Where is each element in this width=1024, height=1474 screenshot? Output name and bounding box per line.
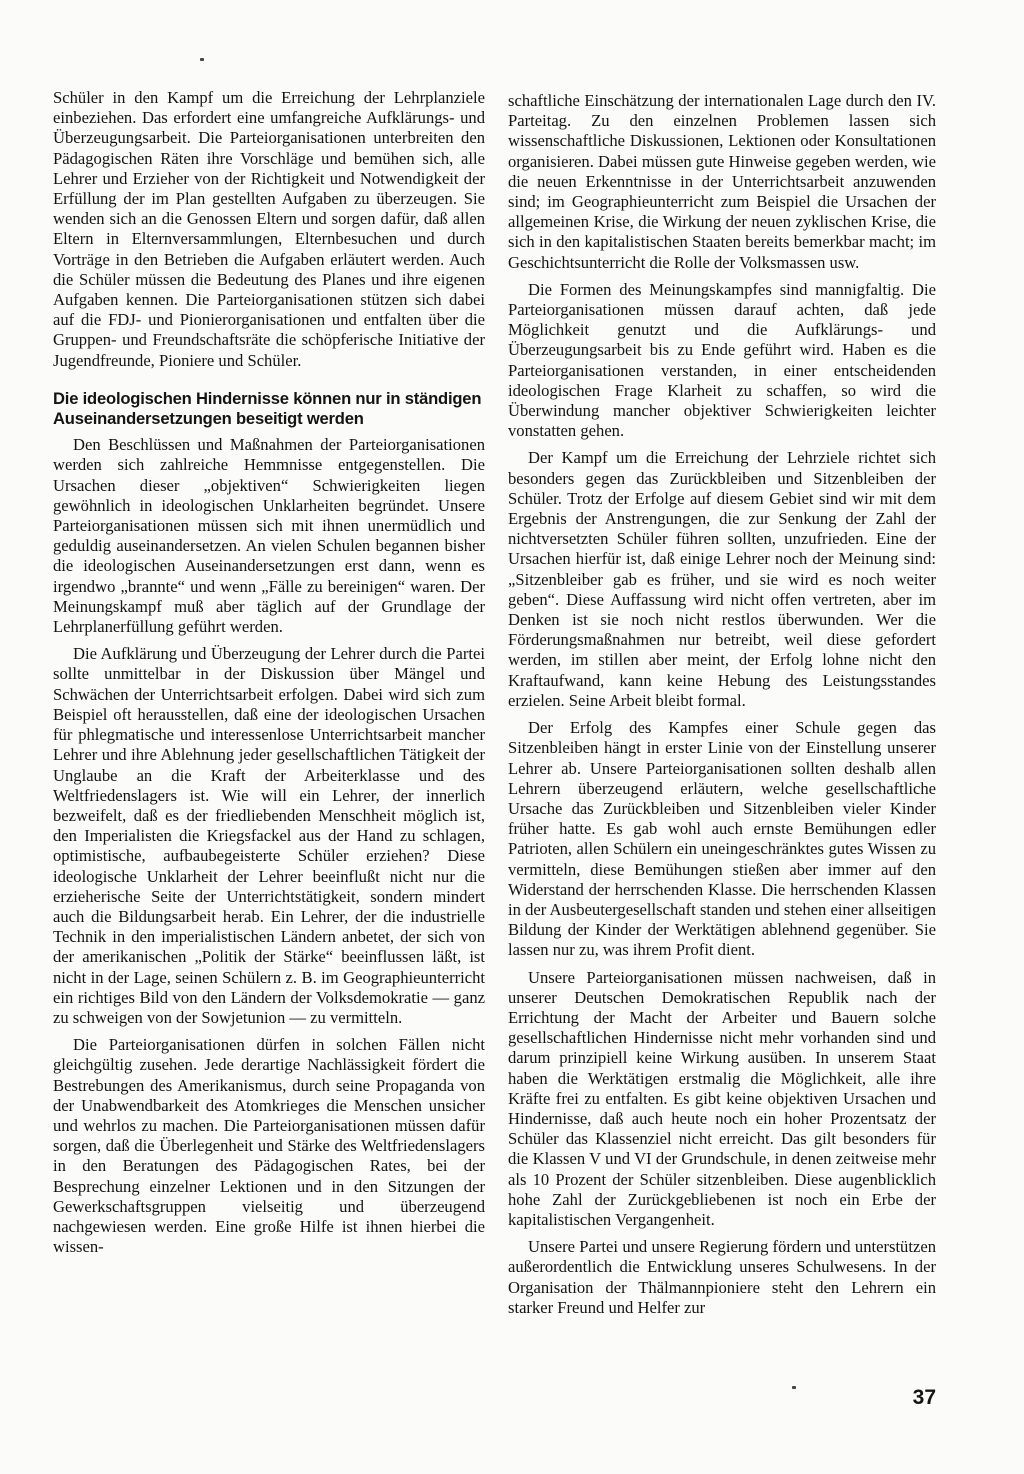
paragraph: Die Aufklärung und Überzeugung der Lehrer durch die Partei sollte unmittelbar in der Diskussion über Mängel und Schwächen der Unterrichtsarbeit erfolgen. Dabei wird sich zum Beispiel oft herausstellen, daß eine der ideologischen Ursachen für phlegmatische und interessenlose Unterrichtsarbeit mancher Lehrer und ihre Ablehnung jeder gesellschaftlichen Tätigkeit der Unglaube an die Kraft der Arbeiterklasse und des Weltfriedenslagers ist. Wie will ein Lehrer, der innerlich bezweifelt, daß es der friedliebenden Menschheit möglich ist, den Imperialisten die Kriegsfackel aus der Hand zu schlagen, optimistische, aufbaubegeisterte Schüler erziehen? Diese ideologische Unklarheit der Lehrer beeinflußt nicht nur die erzieherische Seite der Unterrichtstätigkeit, sondern mindert auch die Bildungsarbeit herab. Ein Lehrer, der die industrielle Technik in den imperialistischen Ländern anbetet, der sich von der amerikanischen „Politik der Stärke“ beeinflussen läßt, ist nicht in der Lage, seinen Schülern z. B. im Geographieunterricht ein richtiges Bild von den Ländern der Volksdemokratie — ganz zu schweigen von der Sowjetunion — zu vermitteln. (53, 644, 485, 1027)
print-speck (200, 58, 204, 61)
paragraph: Der Erfolg des Kampfes einer Schule gegen das Sitzenbleiben hängt in erster Linie von der Einstellung unserer Lehrer ab. Unsere Parteiorganisationen sollten deshalb allen Lehrern überzeugend erläutern, welche gesellschaftliche Ursache das Zurückbleiben und Sitzenbleiben vieler Kinder früher hatte. Es gab wohl auch ernste Bemühungen edler Patrioten, allen Schülern ein uneingeschränktes gutes Wissen zu vermitteln, diese Bemühungen stießen aber immer auf den Widerstand der herrschenden Klasse. Die herrschenden Klassen in der Ausbeutergesellschaft standen und stehen einer allseitigen Bildung der Kinder der Werktätigen ablehnend gegenüber. Sie lassen nur zu, was ihrem Profit dient. (508, 718, 936, 960)
paragraph: Den Beschlüssen und Maßnahmen der Parteiorganisationen werden sich zahlreiche Hemmnisse entgegenstellen. Die Ursachen dieser „objektiven“ Schwierigkeiten liegen gewöhnlich in ideologischen Unklarheiten begründet. Unsere Parteiorganisationen müssen sich mit ihnen unermüdlich und geduldig auseinandersetzen. An vielen Schulen begannen bisher die ideologischen Auseinandersetzungen erst dann, wenn es irgendwo „brannte“ und wenn „Fälle zu bereinigen“ waren. Der Meinungskampf muß aber täglich auf der Grundlage der Lehrplanerfüllung geführt werden. (53, 435, 485, 637)
left-column (53, 88, 485, 1264)
section-heading: Die ideologischen Hindernisse können nur in ständigen Auseinandersetzungen beseitigt werden (53, 388, 482, 429)
paragraph: Der Kampf um die Erreichung der Lehrziele richtet sich besonders gegen das Zurückbleiben und Sitzenbleiben der Schüler. Trotz der Erfolge auf diesem Gebiet sind wir mit dem Ergebnis der Anstrengungen, die zur Senkung der Zahl der nichtversetzten Schüler führen sollten, unzufrieden. Eine der Ursachen hierfür ist, daß einige Lehrer noch der Meinung sind: „Sitzenbleiber gab es früher, und sie wird es noch weiter geben“. Diese Auffassung wird nicht offen vertreten, aber im Denken ist sie noch nicht restlos überwunden. Wer die Förderungsmaßnahmen nur betreibt, weil diese gefordert werden, im stillen aber meint, der Erfolg lohne nicht den Kraftaufwand, kann keine Hebung des Leistungsstandes erzielen. Seine Arbeit bleibt formal. (508, 448, 936, 710)
print-speck (792, 1386, 796, 1389)
paragraph: Schüler in den Kampf um die Erreichung der Lehrplanziele einbeziehen. Das erfordert eine umfangreiche Aufklärungs- und Überzeugungsarbeit. Die Parteiorganisationen unterbreiten den Pädagogischen Räten ihre Vorschläge und bemühen sich, alle Lehrer und Erzieher von der Richtigkeit und Notwendigkeit der Erfüllung der im Plan gestellten Aufgaben zu überzeugen. Sie wenden sich an die Genossen Eltern und sorgen dafür, daß allen Eltern in Elternversammlungen, Elternbesuchen und durch Vorträge in den Betrieben die Aufgaben erläutert werden. Auch die Schüler müssen die Bedeutung des Planes und ihre eigenen Aufgaben kennen. Die Parteiorganisationen stützen sich dabei auf die FDJ- und Pionierorganisationen und entfalten über die Gruppen- und Freundschaftsräte die schöpferische Initiative der Jugendfreunde, Pioniere und Schüler. (53, 88, 485, 370)
paragraph: Die Formen des Meinungskampfes sind mannigfaltig. Die Parteiorganisationen müssen darauf achten, daß jede Möglichkeit genutzt und die Aufklärungs- und Überzeugungsarbeit bis zu Ende geführt wird. Haben es die Parteiorganisationen verstanden, in einer entscheidenden ideologischen Frage Klarheit zu schaffen, so wird die Überwindung mancher objektiver Schwierigkeiten leichter vonstatten gehen. (508, 279, 936, 441)
paragraph: schaftliche Einschätzung der internationalen Lage durch den IV. Parteitag. Zu den einzelnen Problemen lassen sich wissenschaftliche Diskussionen, Lektionen oder Konsultationen organisieren. Dabei müssen gute Hinweise gegeben werden, wie die neuen Erkenntnisse in der Unterrichtsarbeit anzuwenden sind; im Geographieunterricht zum Beispiel die Ursachen der allgemeinen Krise, die Wirkung der neuen zyklischen Krise, die sich in den kapitalistischen Staaten bereits bemerkbar macht; im Geschichtsunterricht die Rolle der Volksmassen usw. (508, 91, 936, 272)
right-column (508, 91, 936, 1325)
paragraph: Die Parteiorganisationen dürfen in solchen Fällen nicht gleichgültig zusehen. Jede derartige Nachlässigkeit fördert die Bestrebungen des Amerikanismus, durch seine Propaganda von der Unabwendbarkeit des Atomkrieges die Menschen unsicher und wehrlos zu machen. Die Parteiorganisationen müssen dafür sorgen, daß die Überlegenheit und Stärke des Weltfriedenslagers in den Beratungen des Pädagogischen Rates, bei der Besprechung einzelner Lektionen und in den Sitzungen der Gewerkschaftsgruppen vielseitig und überzeugend nachgewiesen werden. Eine große Hilfe ist ihnen hierbei die wissen- (53, 1035, 485, 1257)
paragraph: Unsere Parteiorganisationen müssen nachweisen, daß in unserer Deutschen Demokratischen Republik nach der Errichtung der Macht der Arbeiter und Bauern solche gesellschaftlichen Hindernisse nicht mehr vorhanden sind und darum prinzipiell keine Wirkung ausüben. In unserem Staat haben die Werktätigen erstmalig die Möglichkeit, alle ihre Kräfte frei zu entfalten. Es gibt keine objektiven Ursachen und Hindernisse, daß auch heute noch ein hoher Prozentsatz der Schüler das Klassenziel nicht erreicht. Das gilt besonders für die Klassen V und VI der Grundschule, in denen zeitweise mehr als 10 Prozent der Schüler sitzenbleiben. Diese augenblicklich hohe Zahl der Zurückgebliebenen ist noch ein Erbe der kapitalistischen Vergangenheit. (508, 967, 936, 1229)
page-number: 37 (912, 1386, 936, 1409)
paragraph: Unsere Partei und unsere Regierung fördern und unterstützen außerordentlich die Entwicklung unseres Schulwesens. In der Organisation der Thälmannpioniere steht den Lehrern ein starker Freund und Helfer zur (508, 1237, 936, 1317)
